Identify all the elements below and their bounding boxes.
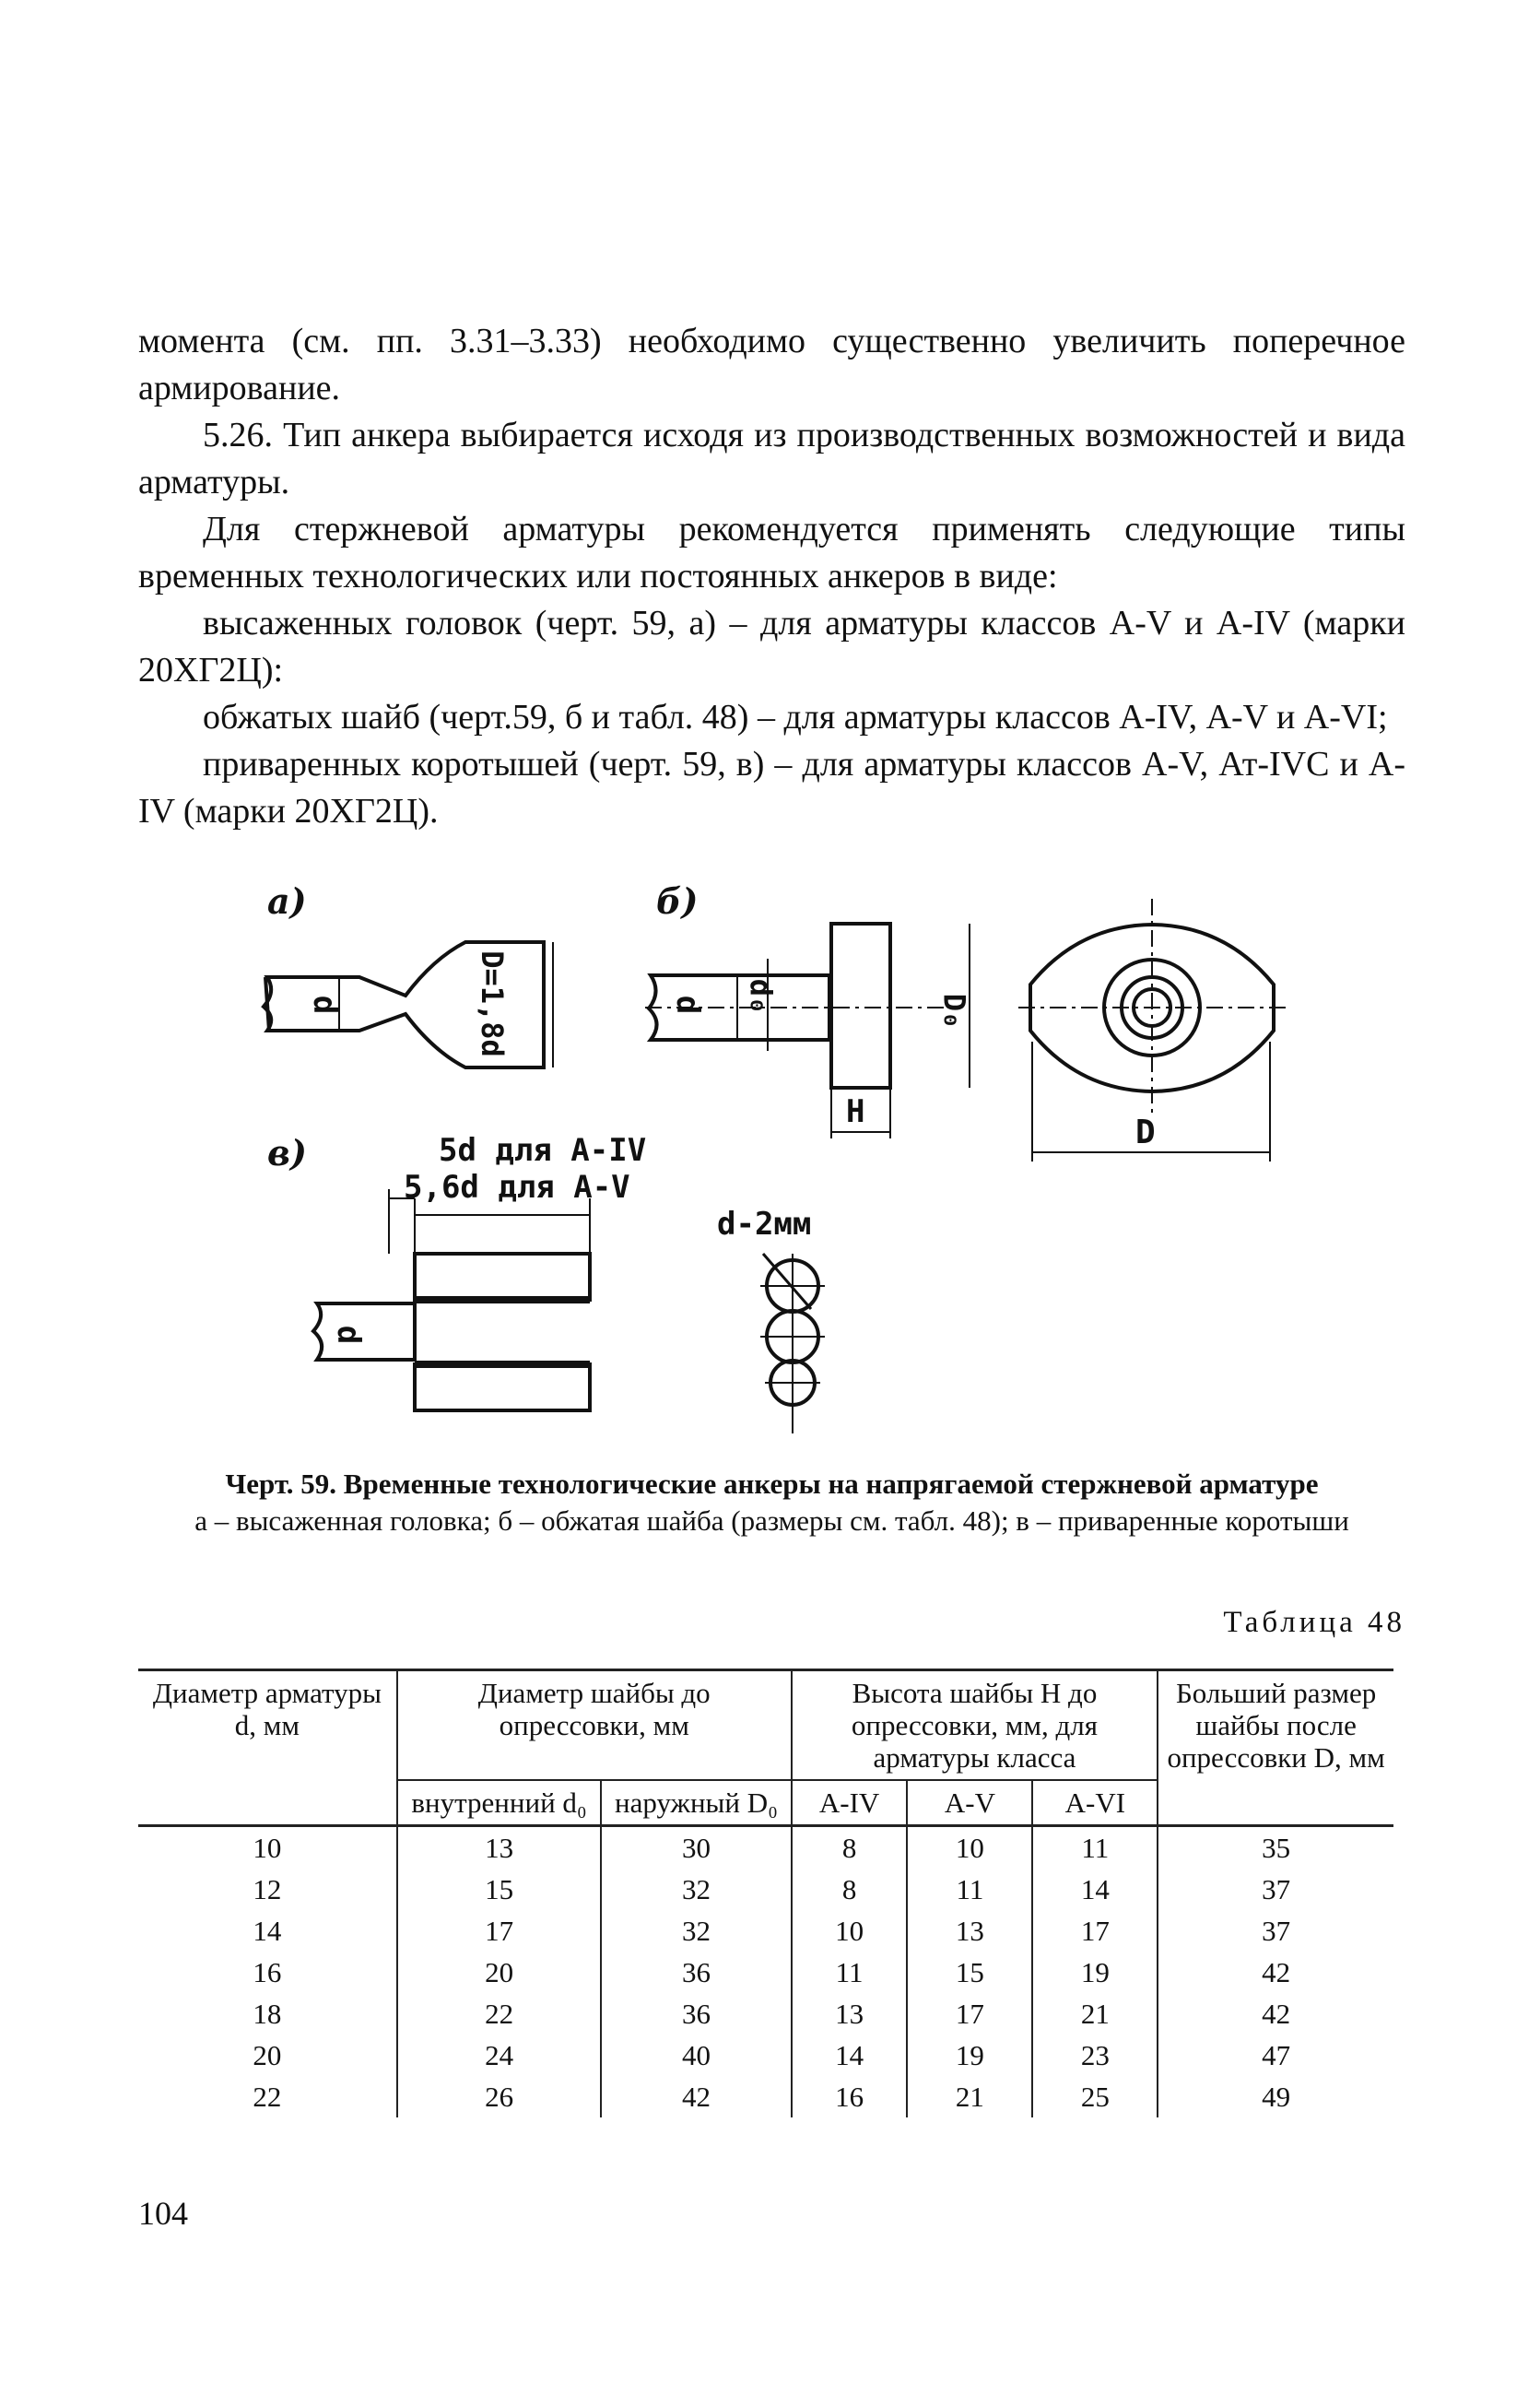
table-cell: 15 bbox=[907, 1952, 1032, 1993]
table-cell: 37 bbox=[1158, 1910, 1393, 1952]
table-row bbox=[138, 2076, 1393, 2117]
table-cell: 19 bbox=[907, 2034, 1032, 2076]
header-bigger-size: Больший размер шайбы после опрессовки D, мм bbox=[1158, 1670, 1393, 1825]
table-cell: 40 bbox=[601, 2034, 791, 2076]
table-cell: 32 bbox=[601, 1869, 791, 1910]
drawing-b-washer-side bbox=[645, 924, 970, 1138]
figure-label-b: б) bbox=[656, 880, 699, 922]
header-class-avi: А-VI bbox=[1032, 1780, 1158, 1824]
table-cell: 49 bbox=[1158, 2076, 1393, 2117]
figure-caption bbox=[138, 1466, 1405, 1539]
caption-description: а – высаженная головка; б – обжатая шайба (размеры см. табл. 48); в – приваренные коротыши bbox=[194, 1504, 1349, 1537]
table-cell: 16 bbox=[253, 1956, 282, 1988]
table-cell: 15 bbox=[397, 1869, 601, 1910]
table-row bbox=[138, 1952, 1393, 1993]
table-cell: 8 bbox=[792, 1826, 908, 1869]
table-cell: 25 bbox=[1032, 2076, 1158, 2117]
table-cell: 14 bbox=[1032, 1869, 1158, 1910]
header-diameter: Диаметр арматуры d, мм bbox=[138, 1670, 397, 1825]
table-cell: 17 bbox=[1032, 1910, 1158, 1952]
table-cell: 36 bbox=[601, 1952, 791, 1993]
caption-title: Черт. 59. Временные технологические анкеры на напрягаемой стержневой арматуре bbox=[225, 1468, 1319, 1500]
table-cell: 23 bbox=[1032, 2034, 1158, 2076]
table-cell: 12 bbox=[253, 1873, 282, 1905]
drawing-v-56d-label: 5,6d для А-V bbox=[404, 1169, 630, 1206]
paragraph-3: Для стержневой арматуры рекомендуется применять следующие типы временных технологических или постоянных анкеров в виде: bbox=[138, 510, 1405, 596]
drawing-a-d-label: d bbox=[306, 995, 344, 1015]
table-cell: 22 bbox=[397, 1993, 601, 2034]
drawing-b-D-label: D bbox=[1135, 1114, 1156, 1151]
table-cell: 21 bbox=[907, 2076, 1032, 2117]
table-cell: 18 bbox=[253, 1998, 282, 2030]
table-row bbox=[138, 1910, 1393, 1952]
header-outer-D0: наружный D₀ bbox=[601, 1780, 791, 1824]
table-cell: 11 bbox=[792, 1952, 908, 1993]
table-row bbox=[138, 1993, 1393, 2034]
table-cell: 36 bbox=[601, 1993, 791, 2034]
drawing-v-5d-label: 5d для А-IV bbox=[439, 1132, 647, 1169]
table-row bbox=[138, 2034, 1393, 2076]
table-title: Таблица 48 bbox=[1223, 1606, 1405, 1639]
table-cell: 17 bbox=[397, 1910, 601, 1952]
table-cell: 13 bbox=[907, 1910, 1032, 1952]
table-row bbox=[138, 1869, 1393, 1910]
table-cell: 42 bbox=[1158, 1952, 1393, 1993]
table-cell: 20 bbox=[397, 1952, 601, 1993]
table-cell: 20 bbox=[253, 2039, 282, 2071]
header-inner-d0: внутренний d₀ bbox=[397, 1780, 601, 1824]
drawing-b-H-label: H bbox=[846, 1093, 865, 1130]
table-row bbox=[138, 1826, 1393, 1869]
table-cell: 19 bbox=[1032, 1952, 1158, 1993]
paragraph-4: высаженных головок (черт. 59, а) – для арматуры классов А-V и А-IV (марки 20ХГ2Ц): bbox=[138, 604, 1405, 690]
table-cell: 10 bbox=[253, 1832, 282, 1864]
paragraph-1: момента (см. пп. 3.31–3.33) необходимо существенно увеличить поперечное армирование. bbox=[138, 322, 1405, 407]
table-cell: 24 bbox=[397, 2034, 601, 2076]
header-class-aiv: А-IV bbox=[792, 1780, 908, 1824]
table-cell: 10 bbox=[907, 1826, 1032, 1869]
table-cell: 10 bbox=[792, 1910, 908, 1952]
paragraph-5: обжатых шайб (черт.59, б и табл. 48) – для арматуры классов А-IV, А-V и А-VI; bbox=[203, 698, 1388, 737]
paragraph-6: приваренных коротышей (черт. 59, в) – для арматуры классов А-V, Ат-IVС и А-IV (марки 20ХГ2Ц). bbox=[138, 745, 1405, 831]
figure-label-v: в) bbox=[267, 1132, 307, 1173]
header-washer-height: Высота шайбы H до опрессовки, мм, для арматуры класса bbox=[792, 1670, 1158, 1781]
table-cell: 13 bbox=[397, 1826, 601, 1869]
drawing-v-d2-label: d-2мм bbox=[717, 1206, 812, 1243]
drawing-b-d-label: d bbox=[669, 995, 707, 1015]
table-cell: 47 bbox=[1158, 2034, 1393, 2076]
drawing-b-D0-label: D₀ bbox=[936, 993, 972, 1030]
table-cell: 8 bbox=[792, 1869, 908, 1910]
table-cell: 16 bbox=[792, 2076, 908, 2117]
table-cell: 32 bbox=[601, 1910, 791, 1952]
table-body bbox=[138, 1826, 1393, 2118]
drawing-a-D-label: D=1,8d bbox=[474, 950, 510, 1057]
drawing-v-d-label: d bbox=[330, 1325, 368, 1345]
table-cell: 11 bbox=[907, 1869, 1032, 1910]
table-cell: 42 bbox=[601, 2076, 791, 2117]
table-cell: 37 bbox=[1158, 1869, 1393, 1910]
drawing-b-d0-label: d₀ bbox=[743, 978, 779, 1015]
table-48 bbox=[138, 1669, 1393, 2117]
table-cell: 21 bbox=[1032, 1993, 1158, 2034]
table-cell: 30 bbox=[601, 1826, 791, 1869]
figure-label-a: а) bbox=[267, 880, 307, 922]
table-cell: 35 bbox=[1158, 1826, 1393, 1869]
header-washer-diameter: Диаметр шайбы до опрессовки, мм bbox=[397, 1670, 792, 1781]
page-number: 104 bbox=[138, 2195, 188, 2232]
table-cell: 13 bbox=[792, 1993, 908, 2034]
header-class-av: А-V bbox=[907, 1780, 1032, 1824]
table-cell: 42 bbox=[1158, 1993, 1393, 2034]
table-cell: 17 bbox=[907, 1993, 1032, 2034]
table-cell: 14 bbox=[253, 1915, 282, 1947]
table-cell: 22 bbox=[253, 2081, 282, 2113]
paragraph-2: 5.26. Тип анкера выбирается исходя из производственных возможностей и вида арматуры. bbox=[138, 416, 1405, 501]
table-cell: 26 bbox=[397, 2076, 601, 2117]
table-cell: 11 bbox=[1032, 1826, 1158, 1869]
table-cell: 14 bbox=[792, 2034, 908, 2076]
